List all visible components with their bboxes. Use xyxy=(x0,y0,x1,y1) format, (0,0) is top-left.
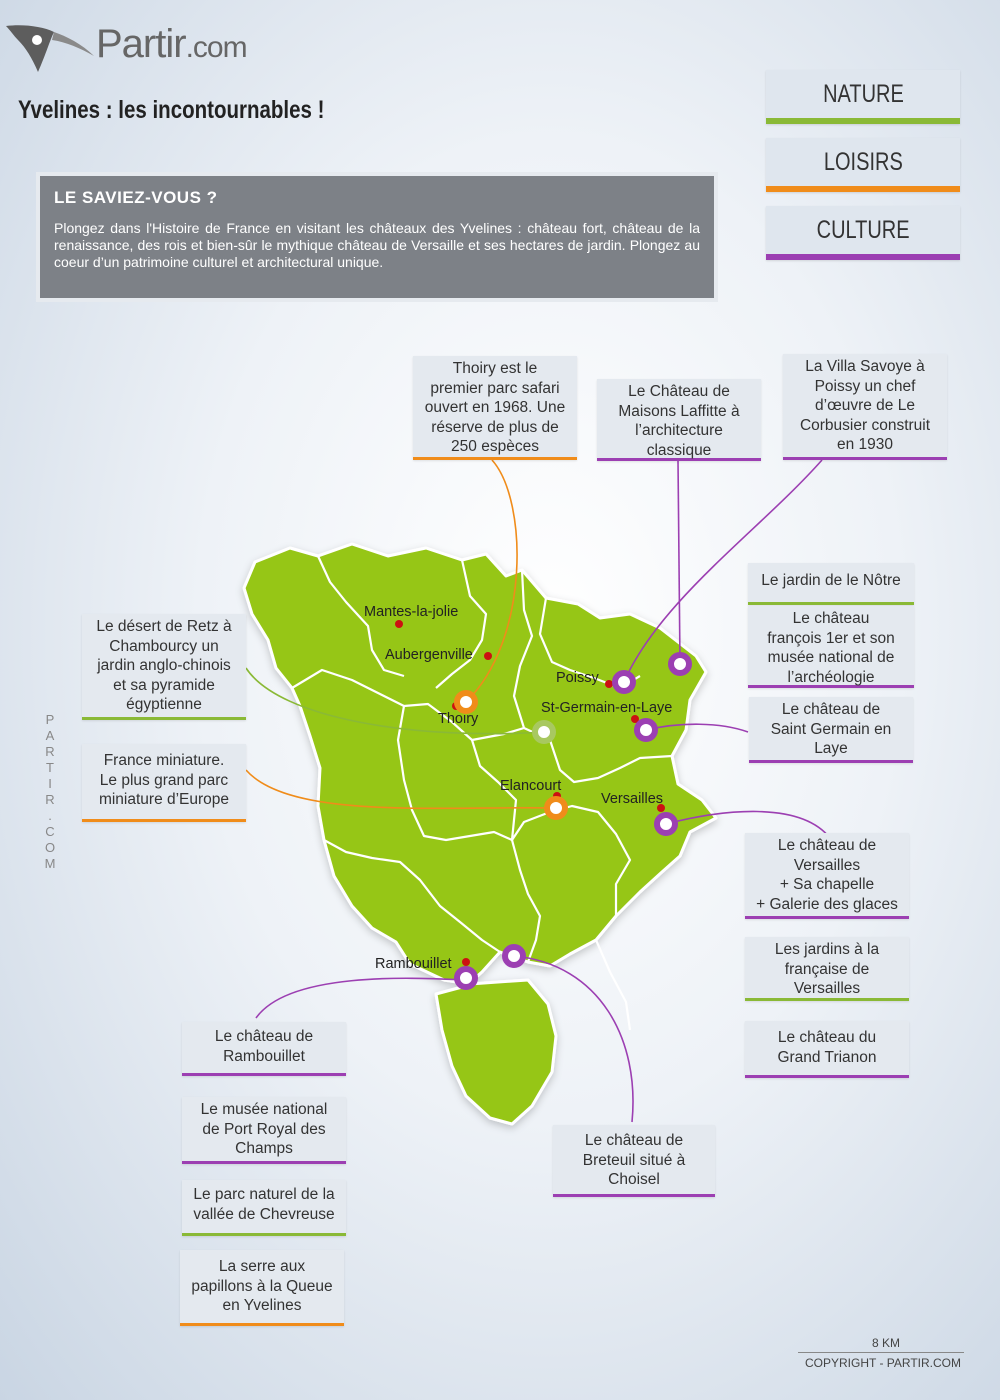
town-label-poissy: Poissy xyxy=(556,670,599,686)
scale-label: 8 KM xyxy=(871,1336,900,1350)
category-nature-label: NATURE xyxy=(822,80,904,108)
label-chateau-rambouillet[interactable] xyxy=(182,1022,346,1076)
label-thoiry[interactable] xyxy=(413,356,577,460)
label-desert-retz[interactable] xyxy=(82,614,246,720)
category-loisirs-label: LOISIRS xyxy=(823,148,903,176)
town-marker-aubergenville xyxy=(484,652,492,660)
side-watermark xyxy=(42,712,58,872)
label-chateau-breteuil[interactable] xyxy=(553,1125,715,1197)
label-jardin-notre-text: Le jardin de le Nôtre xyxy=(761,572,901,589)
town-label-thoiry: Thoiry xyxy=(438,711,479,727)
town-marker-mantes xyxy=(395,620,403,628)
connector-rambouillet xyxy=(256,978,466,1018)
label-grand-trianon[interactable] xyxy=(745,1021,909,1078)
label-chateau-versailles-text: Le château de Versailles + Sa chapelle + Galerie des glaces xyxy=(756,837,898,913)
label-chevreuse[interactable] xyxy=(182,1180,346,1236)
town-marker-poissy xyxy=(605,680,613,688)
town-label-mantes: Mantes-la-jolie xyxy=(364,604,459,620)
connector-maisons-laffitte xyxy=(678,460,680,664)
poi-marker-desert-retz[interactable] xyxy=(535,723,553,741)
brand-name: Partir xyxy=(96,22,186,66)
side-watermark-letter: A xyxy=(45,728,55,743)
label-jardins-versailles[interactable] xyxy=(745,937,909,1001)
label-maisons-laffitte[interactable] xyxy=(597,379,761,461)
town-label-st-germain: St-Germain-en-Laye xyxy=(541,700,673,716)
label-chateau-breteuil-text: Le château de Breteuil situé à Choisel xyxy=(582,1132,686,1188)
scale-bar xyxy=(798,1352,964,1353)
label-port-royal-text: Le musée national de Port Royal des Champs xyxy=(200,1101,328,1157)
poi-marker-breteuil[interactable] xyxy=(505,947,523,965)
town-marker-rambouillet xyxy=(462,958,470,966)
label-port-royal[interactable] xyxy=(182,1097,346,1164)
label-grand-trianon-text: Le château du Grand Trianon xyxy=(777,1029,877,1066)
town-label-rambouillet: Rambouillet xyxy=(375,956,452,972)
label-jardin-notre[interactable] xyxy=(748,563,914,605)
label-serre-papillons-text: La serre aux papillons à la Queue en Yvelines xyxy=(191,1258,333,1314)
poi-marker-st-germain[interactable] xyxy=(637,721,655,739)
poi-marker-thoiry[interactable] xyxy=(457,693,475,711)
label-chateau-versailles[interactable] xyxy=(745,833,909,919)
label-desert-retz-text: Le désert de Retz à Chambourcy un jardin anglo-chinois et sa pyramide égyptienne xyxy=(96,618,232,713)
label-chevreuse-text: Le parc naturel de la vallée de Chevreuse xyxy=(193,1186,335,1223)
label-chateau-st-germain-text: Le château de Saint Germain en Laye xyxy=(770,701,892,757)
poi-marker-villa-savoye[interactable] xyxy=(615,673,633,691)
poi-marker-rambouillet[interactable] xyxy=(457,969,475,987)
label-jardins-versailles-text: Les jardins à la française de Versailles xyxy=(774,941,880,997)
side-watermark-letter: R xyxy=(45,744,55,759)
label-villa-savoye[interactable] xyxy=(783,354,947,460)
info-box-title: LE SAVIEZ-VOUS ? xyxy=(54,188,218,207)
label-serre-papillons[interactable] xyxy=(180,1250,344,1326)
side-watermark-letter: P xyxy=(45,712,55,727)
town-label-versailles: Versailles xyxy=(601,791,664,807)
category-culture-label: CULTURE xyxy=(816,216,910,244)
label-thoiry-text: Thoiry est le premier parc safari ouvert en 1968. Une réserve de plus de 250 espèces xyxy=(424,360,566,455)
copyright: COPYRIGHT - PARTIR.COM xyxy=(804,1356,961,1370)
side-watermark-letter: I xyxy=(48,776,52,791)
label-chateau-francois-text: Le château françois 1er et son musée national de l’archéologie xyxy=(767,610,895,686)
brand-domain: .com xyxy=(185,31,247,64)
side-watermark-letter: . xyxy=(48,808,52,823)
page-title: Yvelines : les incontournables ! xyxy=(18,96,325,124)
side-watermark-letter: T xyxy=(46,760,54,775)
label-chateau-st-germain[interactable] xyxy=(749,697,913,763)
town-label-aubergenville: Aubergenville xyxy=(385,647,473,663)
label-france-miniature[interactable] xyxy=(82,744,246,822)
label-france-miniature-text: France miniature. Le plus grand parc miniature d’Europe xyxy=(98,752,230,808)
side-watermark-letter: M xyxy=(44,856,56,871)
label-chateau-francois[interactable] xyxy=(748,606,914,688)
poi-marker-versailles[interactable] xyxy=(657,815,675,833)
label-villa-savoye-text: La Villa Savoye à Poissy un chef d’œuvre de Le Corbusier construit en 1930 xyxy=(799,358,931,453)
side-watermark-letter: C xyxy=(45,824,55,839)
info-box-body: Plongez dans l'Histoire de France en visitant les châteaux des Yvelines : château fort, château de la renaissance, des rois et bien-sûr le mythique château de Versaille et ses hectares de jardin. Plongez au coeur d’un patrimoine culturel et architectural unique. xyxy=(54,220,700,270)
label-maisons-laffitte-text: Le Château de Maisons Laffitte à l’architecture classique xyxy=(618,383,740,459)
town-label-elancourt: Elancourt xyxy=(500,778,562,794)
poi-marker-france-miniature[interactable] xyxy=(547,799,565,817)
side-watermark-letter: R xyxy=(45,792,55,807)
side-watermark-letter: O xyxy=(44,840,56,855)
poi-marker-maisons-laffitte[interactable] xyxy=(671,655,689,673)
label-chateau-rambouillet-text: Le château de Rambouillet xyxy=(214,1028,314,1065)
